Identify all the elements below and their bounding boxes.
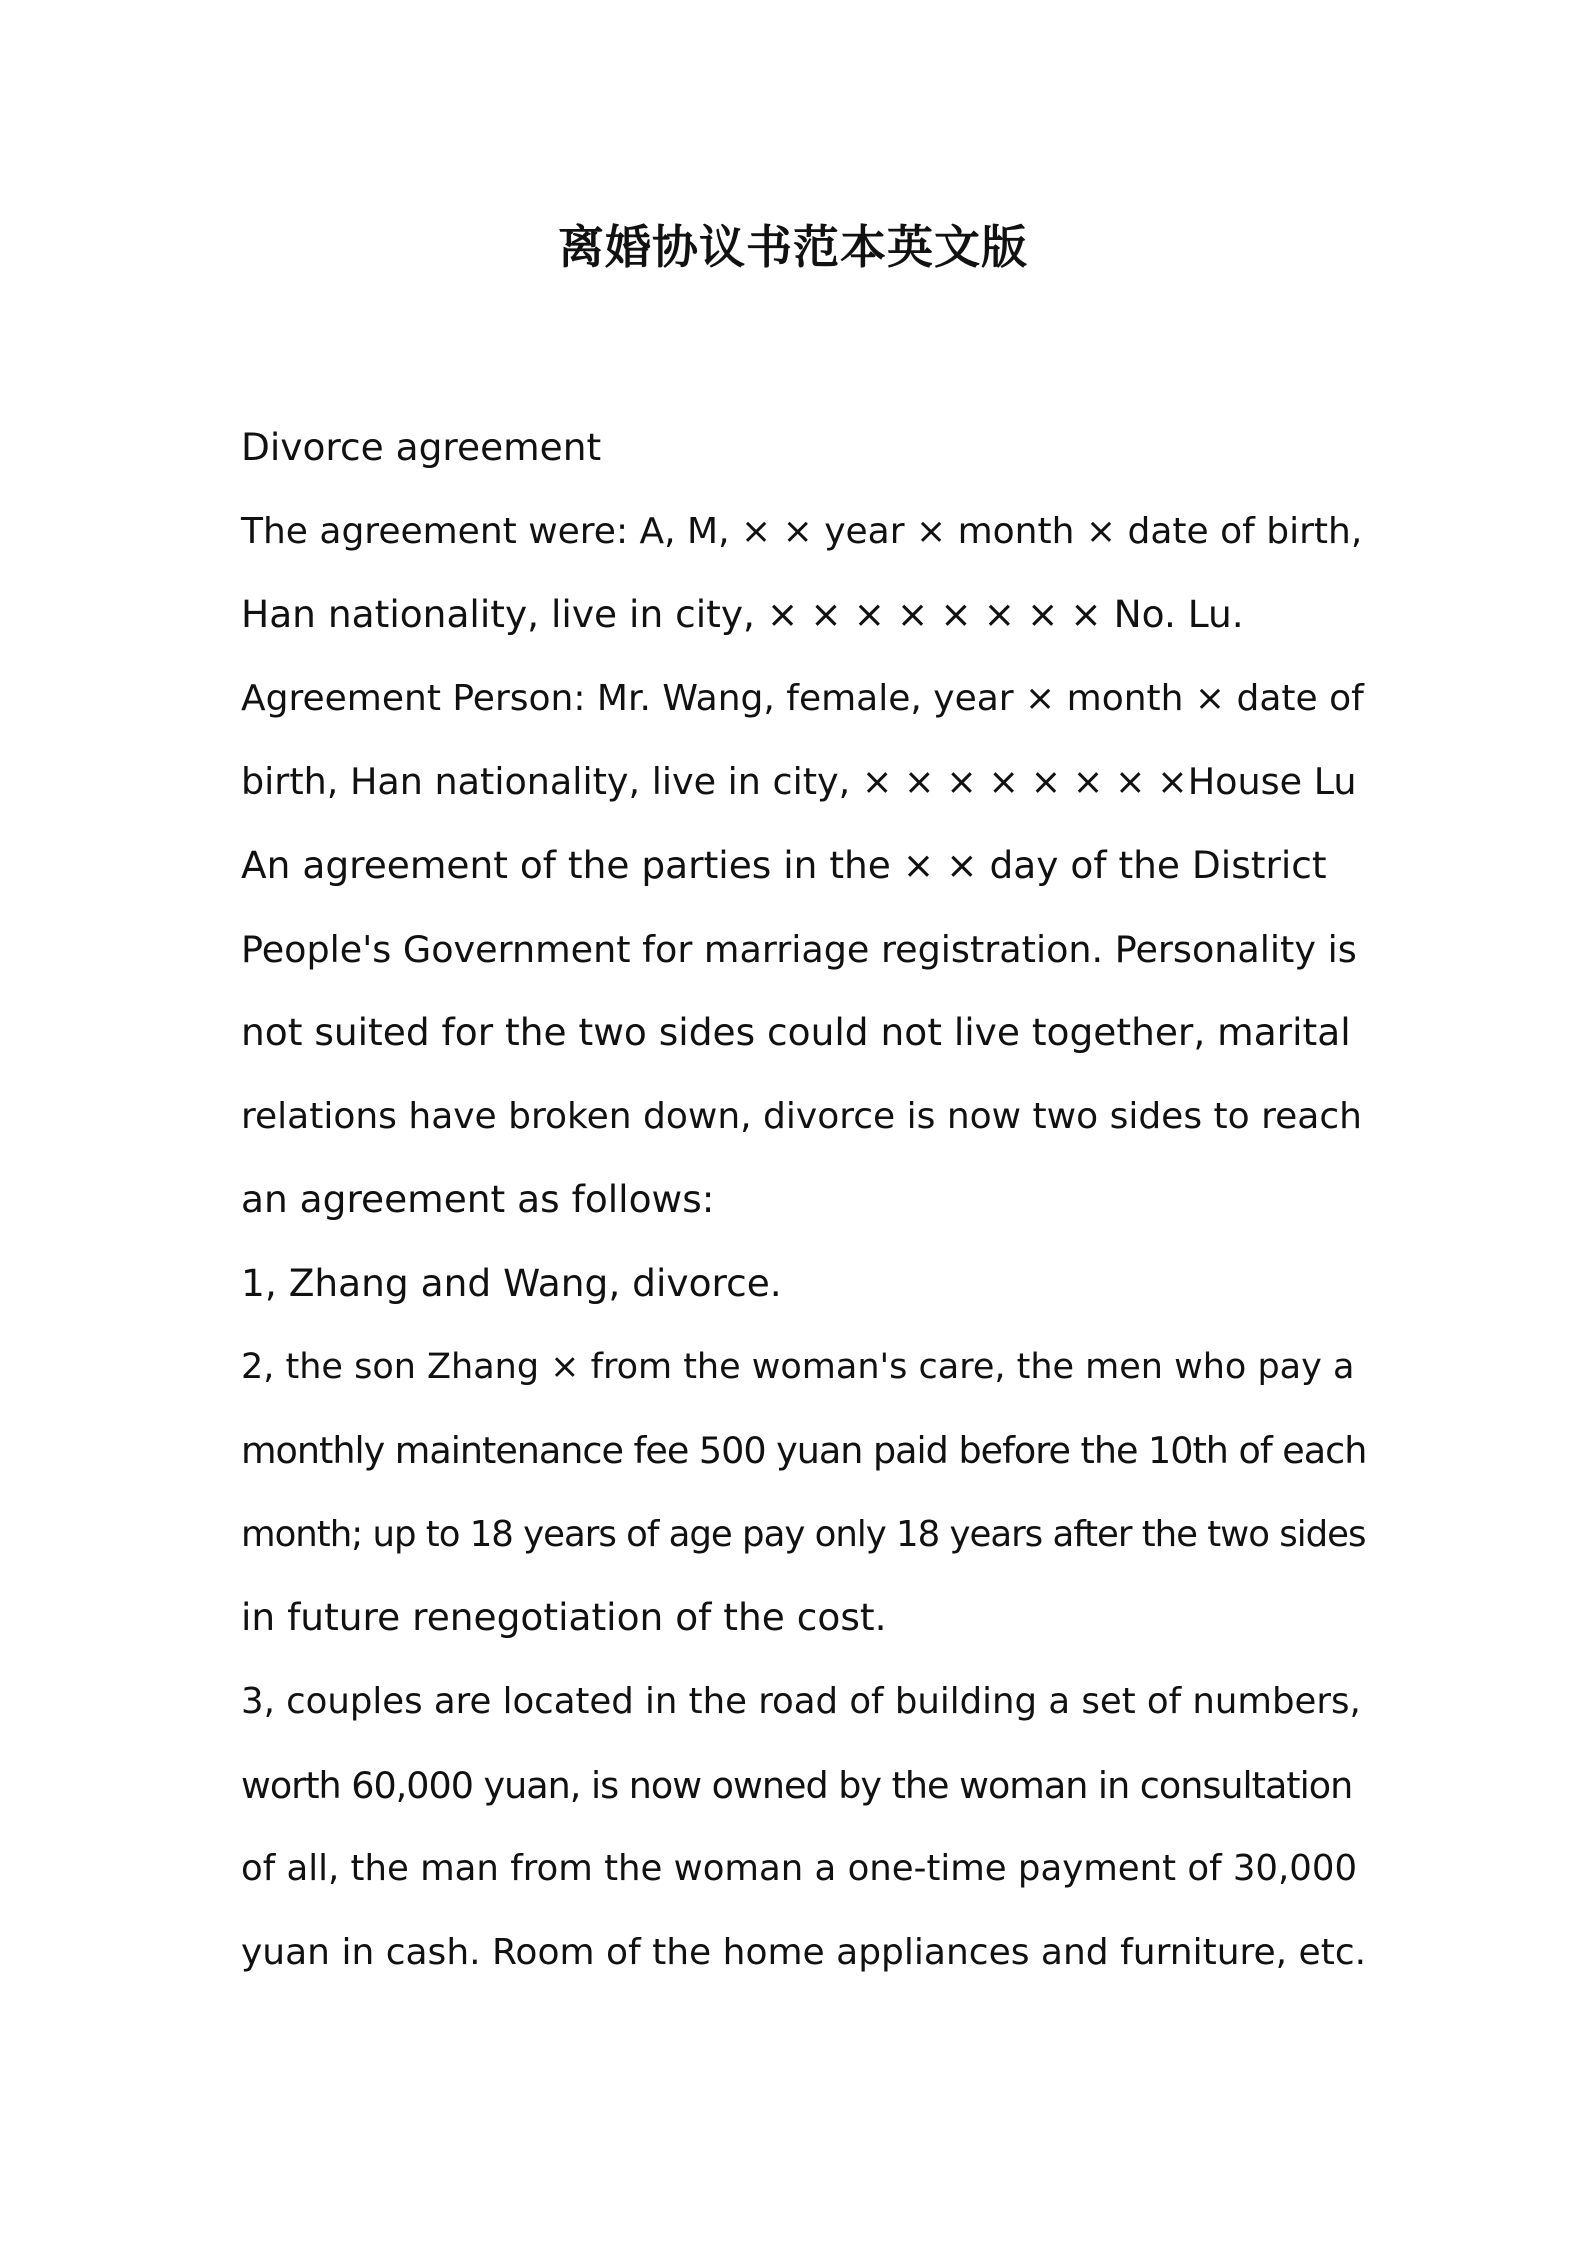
- text-line: 3, couples are located in the road of building a set of numbers,: [241, 1680, 1361, 1722]
- text-line: Divorce agreement: [241, 425, 602, 469]
- text-line: an agreement as follows:: [241, 1177, 715, 1222]
- text-line: Agreement Person: Mr. Wang, female, year × month × date of: [241, 677, 1364, 719]
- text-line: worth 60,000 yuan, is now owned by the woman in consultation: [241, 1763, 1353, 1807]
- text-line: relations have broken down, divorce is now two sides to reach: [241, 1095, 1362, 1137]
- text-line: 1, Zhang and Wang, divorce.: [241, 1260, 782, 1305]
- document-body: [241, 406, 1367, 1994]
- text-line: birth, Han nationality, live in city, × × × × × × × ×House Lu: [241, 760, 1357, 804]
- text-line: Han nationality, live in city, × × × × × × × × No. Lu.: [241, 592, 1244, 637]
- text-line: yuan in cash. Room of the home appliances and furniture, etc.: [241, 1931, 1367, 1973]
- text-line: monthly maintenance fee 500 yuan paid before the 10th of each: [241, 1429, 1367, 1473]
- text-line: An agreement of the parties in the × × day of the District: [241, 842, 1327, 887]
- text-line: in future renegotiation of the cost.: [241, 1595, 887, 1640]
- text-line: month; up to 18 years of age pay only 18 years after the two sides: [241, 1513, 1366, 1555]
- document-title: 离婚协议书范本英文版: [558, 220, 1028, 274]
- text-line: People's Government for marriage registration. Personality is: [241, 927, 1357, 971]
- text-line: of all, the man from the woman a one-time payment of 30,000: [241, 1848, 1358, 1890]
- text-line: not suited for the two sides could not live together, marital: [241, 1010, 1351, 1055]
- text-line: 2, the son Zhang × from the woman's care, the men who pay a: [241, 1346, 1355, 1387]
- text-line: The agreement were: A, M, × × year × month × date of birth,: [241, 510, 1363, 552]
